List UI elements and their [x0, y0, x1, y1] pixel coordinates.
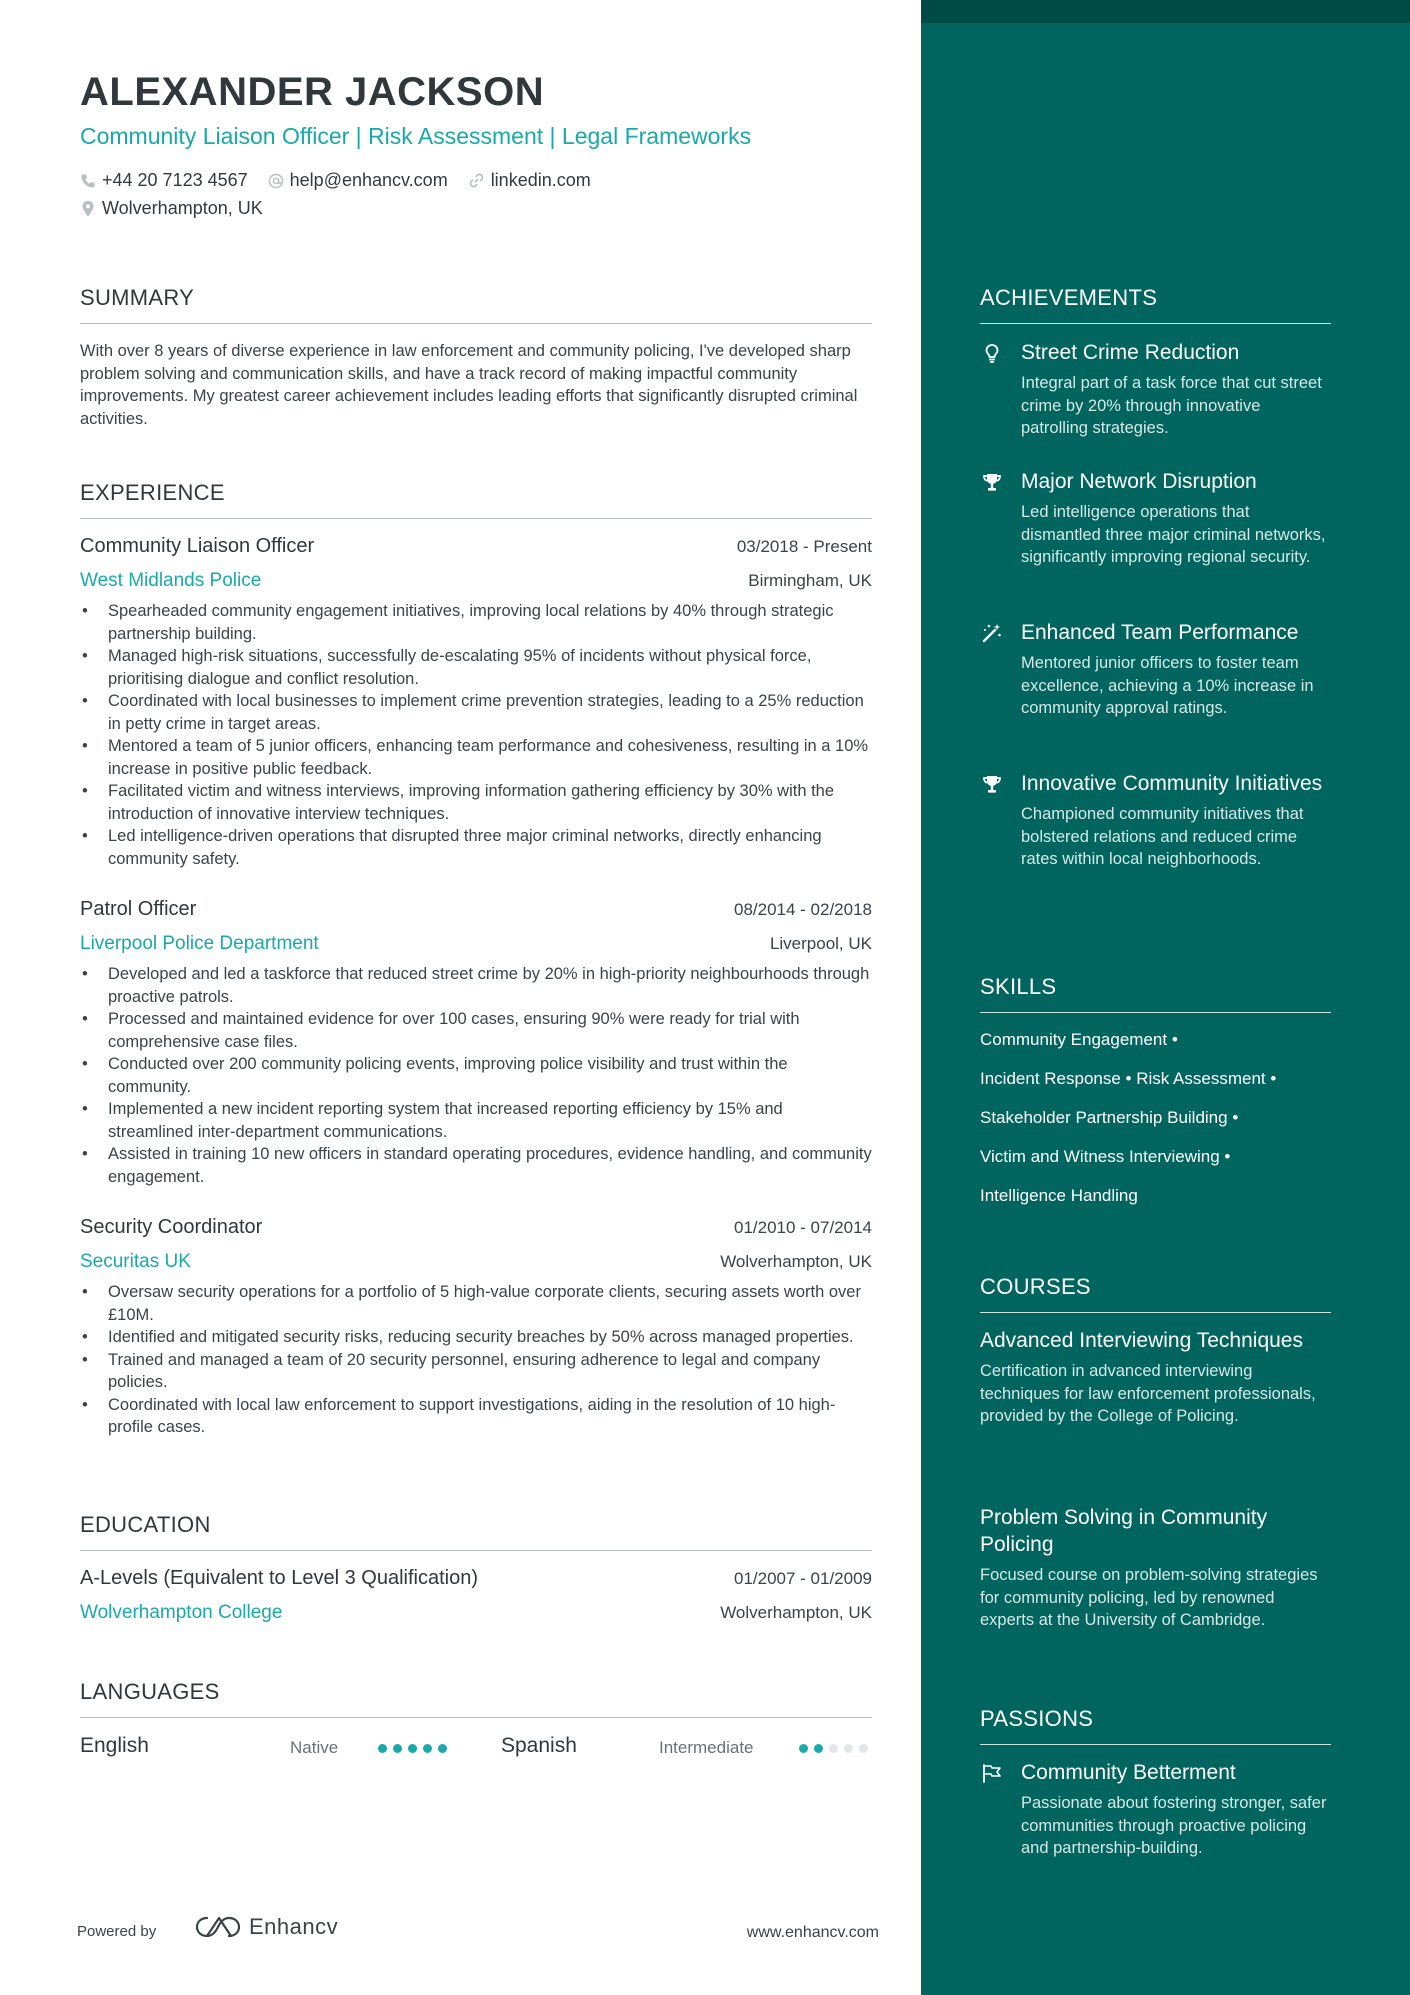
enhancv-logo[interactable] — [195, 1914, 338, 1940]
job-entry — [80, 898, 872, 1188]
job-entry — [80, 535, 872, 870]
rating-dot-empty — [859, 1744, 868, 1753]
course-text: Focused course on problem-solving strategies for community policing, led by renowned experts at the University of Cambridge. — [980, 1566, 1318, 1629]
contact-email — [268, 170, 448, 191]
school-location: Wolverhampton, UK — [720, 1603, 872, 1622]
rating-dot-filled — [423, 1744, 432, 1753]
achievement-text: Integral part of a task force that cut street crime by 20% through innovative patrolling strategies. — [1021, 374, 1322, 437]
rating-dot-filled — [378, 1744, 387, 1753]
phone-icon — [80, 173, 96, 189]
passion-item — [980, 1759, 1331, 1860]
candidate-name: ALEXANDER JACKSON — [80, 70, 545, 114]
degree-title: A-Levels (Equivalent to Level 3 Qualification) — [80, 1567, 478, 1589]
skill-line: Victim and Witness Interviewing • — [980, 1147, 1231, 1166]
rating-dot-filled — [799, 1744, 808, 1753]
job-company: Securitas UK — [80, 1251, 191, 1272]
passions-heading: PASSIONS — [980, 1706, 1331, 1745]
achievement-text: Led intelligence operations that dismantled three major criminal networks, significantly improving regional security. — [1021, 503, 1326, 566]
job-date: 03/2018 - Present — [736, 537, 872, 556]
sidebar-column — [921, 0, 1410, 1995]
location-row — [80, 198, 283, 219]
job-date: 01/2010 - 07/2014 — [733, 1218, 872, 1237]
footer — [77, 1912, 879, 1952]
enhancv-brand-text: Enhancv — [249, 1914, 339, 1939]
job-company: West Midlands Police — [80, 570, 262, 591]
job-bullet: • Facilitated victim and witness interviews, improving information gathering efficiency by 30% with the introduction of innovative interview techniques. — [80, 780, 872, 825]
achievements-heading: ACHIEVEMENTS — [980, 285, 1331, 324]
sidebar-top-bar — [921, 0, 1410, 23]
job-bullet: • Processed and maintained evidence for over 100 cases, ensuring 90% were ready for trial with comprehensive case files. — [80, 1008, 872, 1053]
achievement-title: Innovative Community Initiatives — [1021, 772, 1323, 795]
email-link[interactable]: help@enhancv.com — [289, 170, 448, 190]
rating-dot-filled — [408, 1744, 417, 1753]
summary-heading: SUMMARY — [80, 285, 872, 324]
job-bullet: • Trained and managed a team of 20 security personnel, ensuring adherence to legal and company policies. — [80, 1349, 872, 1394]
location-text: Wolverhampton, UK — [102, 198, 263, 218]
job-bullet: • Led intelligence-driven operations that disrupted three major criminal networks, directly enhancing community safety. — [80, 825, 872, 870]
contact-link — [468, 170, 591, 191]
experience-heading: EXPERIENCE — [80, 480, 872, 519]
link-icon — [468, 172, 485, 189]
education-date: 01/2007 - 01/2009 — [733, 1569, 872, 1588]
achievement-item — [980, 619, 1331, 720]
job-bullets — [80, 963, 872, 1188]
magic-wand-icon — [980, 621, 1004, 645]
job-bullet: • Identified and mitigated security risks, reducing security breaches by 50% across managed properties. — [80, 1326, 872, 1349]
job-company: Liverpool Police Department — [80, 933, 319, 954]
job-bullets — [80, 1281, 872, 1439]
education-entry — [80, 1567, 872, 1624]
phone-text[interactable]: +44 20 7123 4567 — [102, 170, 248, 190]
job-bullets — [80, 600, 872, 870]
course-item — [980, 1504, 1331, 1632]
passion-title: Community Betterment — [1021, 1761, 1236, 1784]
job-date: 08/2014 - 02/2018 — [733, 900, 872, 919]
job-title: Security Coordinator — [80, 1216, 263, 1238]
at-icon — [268, 173, 284, 189]
achievement-item — [980, 339, 1331, 440]
website-link[interactable]: www.enhancv.com — [746, 1924, 879, 1941]
job-title: Patrol Officer — [80, 898, 197, 920]
rating-dot-filled — [393, 1744, 402, 1753]
course-item — [980, 1327, 1331, 1428]
job-bullet: • Coordinated with local law enforcement to support investigations, aiding in the resolution of 10 high-profile cases. — [80, 1394, 872, 1439]
contact-row — [80, 170, 611, 191]
passion-text: Passionate about fostering stronger, safer communities through proactive policing and partnership-building. — [1021, 1794, 1327, 1857]
language-name: English — [80, 1734, 149, 1757]
summary-text: With over 8 years of diverse experience in law enforcement and community policing, I've developed sharp problem solving and communication skills, and have a track record of making impactful community improvements. My greatest career achievement includes leading efforts that significantly disrupted criminal activities. — [80, 342, 858, 428]
job-location: Wolverhampton, UK — [720, 1252, 872, 1271]
job-bullet: • Assisted in training 10 new officers in standard operating procedures, evidence handling, and community engagement. — [80, 1143, 872, 1188]
job-bullet: • Implemented a new incident reporting system that increased reporting efficiency by 15% and streamlined inter-department communications. — [80, 1098, 872, 1143]
job-title: Community Liaison Officer — [80, 535, 315, 557]
rating-dot-empty — [844, 1744, 853, 1753]
job-entry — [80, 1216, 872, 1439]
achievement-title: Street Crime Reduction — [1021, 341, 1240, 364]
language-rating — [378, 1744, 453, 1753]
job-location: Birmingham, UK — [748, 571, 872, 590]
rating-dot-empty — [829, 1744, 838, 1753]
job-bullet: • Spearheaded community engagement initiatives, improving local relations by 40% through strategic partnership building. — [80, 600, 872, 645]
location-pin-icon — [80, 200, 96, 218]
rating-dot-filled — [438, 1744, 447, 1753]
job-location: Liverpool, UK — [769, 934, 872, 953]
flag-icon — [980, 1761, 1004, 1785]
linkedin-link[interactable]: linkedin.com — [490, 170, 591, 190]
skill-line: Stakeholder Partnership Building • — [980, 1108, 1239, 1127]
achievement-item — [980, 468, 1331, 569]
job-bullet: • Conducted over 200 community policing events, improving police visibility and trust within the community. — [80, 1053, 872, 1098]
job-bullet: • Managed high-risk situations, successfully de-escalating 95% of incidents without physical force, prioritising dialogue and conflict resolution. — [80, 645, 872, 690]
languages-row — [80, 1734, 872, 1764]
achievement-title: Enhanced Team Performance — [1021, 621, 1299, 644]
achievement-item — [980, 770, 1331, 871]
trophy-icon — [980, 470, 1004, 494]
skill-line: Community Engagement • — [980, 1030, 1178, 1049]
courses-heading: COURSES — [980, 1274, 1331, 1313]
trophy-icon — [980, 772, 1004, 796]
contact-phone — [80, 170, 248, 191]
course-text: Certification in advanced interviewing techniques for law enforcement professionals, provided by the College of Policing. — [980, 1362, 1316, 1425]
language-level: Intermediate — [659, 1738, 754, 1757]
language-name: Spanish — [501, 1734, 577, 1757]
skill-line: Incident Response • Risk Assessment • — [980, 1069, 1277, 1088]
job-bullet: • Oversaw security operations for a portfolio of 5 high-value corporate clients, securing assets worth over £10M. — [80, 1281, 872, 1326]
achievement-text: Mentored junior officers to foster team excellence, achieving a 10% increase in community approval ratings. — [1021, 654, 1314, 717]
language-rating — [799, 1744, 874, 1753]
education-heading: EDUCATION — [80, 1512, 872, 1551]
candidate-subtitle: Community Liaison Officer | Risk Assessment | Legal Frameworks — [80, 123, 752, 149]
course-title: Problem Solving in Community Policing — [980, 1506, 1268, 1556]
achievement-text: Championed community initiatives that bolstered relations and reduced crime rates within local neighborhoods. — [1021, 805, 1304, 868]
achievement-title: Major Network Disruption — [1021, 470, 1257, 493]
powered-by-text: Powered by — [77, 1923, 157, 1940]
job-bullet: • Mentored a team of 5 junior officers, enhancing team performance and cohesiveness, resulting in a 10% increase in positive public feedback. — [80, 735, 872, 780]
skills-heading: SKILLS — [980, 974, 1331, 1013]
job-bullet: • Coordinated with local businesses to implement crime prevention strategies, leading to a 25% reduction in petty crime in target areas. — [80, 690, 872, 735]
language-level: Native — [290, 1738, 339, 1757]
job-bullet: • Developed and led a taskforce that reduced street crime by 20% in high-priority neighbourhoods through proactive patrols. — [80, 963, 872, 1008]
languages-heading: LANGUAGES — [80, 1679, 872, 1718]
lightbulb-icon — [980, 341, 1004, 365]
school-name: Wolverhampton College — [80, 1602, 283, 1623]
enhancv-logo-icon — [195, 1914, 241, 1940]
course-title: Advanced Interviewing Techniques — [980, 1329, 1303, 1352]
contact-location — [80, 198, 263, 219]
skill-line: Intelligence Handling — [980, 1186, 1138, 1205]
rating-dot-filled — [814, 1744, 823, 1753]
